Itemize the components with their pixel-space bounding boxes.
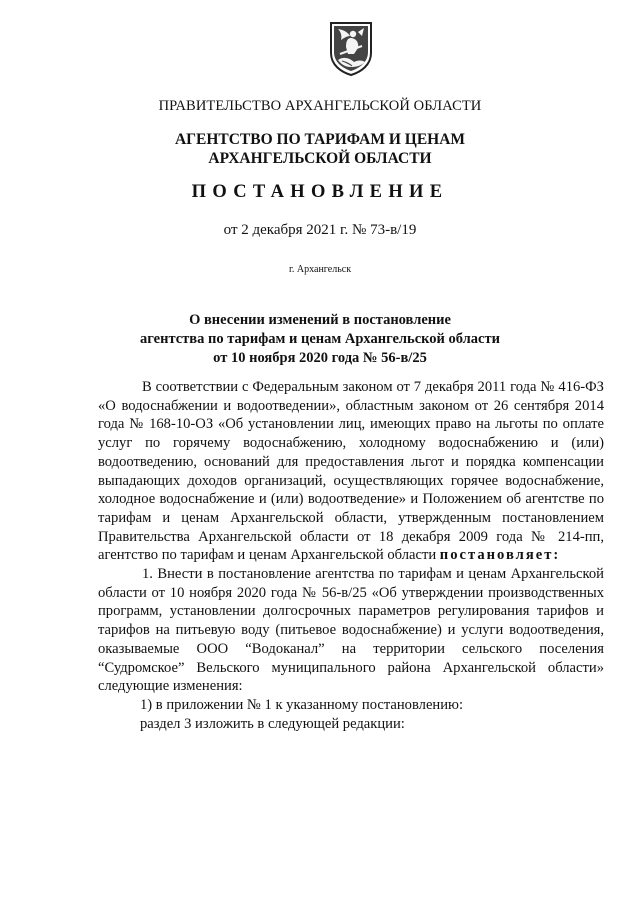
agency-title-line-1: АГЕНТСТВО ПО ТАРИФАМ И ЦЕНАМ [174, 131, 466, 148]
preamble-text: В соответствии с Федеральным законом от 7 декабря 2011 года № 416-ФЗ «О водоснабжении и водоотведении», областным законом от 26 сентября 2014 года № 168-10-ОЗ «Об установлении лиц, имеющих право на льготы по оплате услуг по горячему водоснабжению, холодному водоснабжению и (или) водоотведению, оснований для предоставления льгот и порядка компенсации выпадающих доходов организаций, осуществляющих горячее водоснабжение, холодное водоснабжение и (или) водоотведение» и Положением об агентстве по тарифам и ценам Архангельской области, утвержденным постановлением Правительства Архангельской области от 18 декабря 2009 года № 214-пп, агентство по тарифам и ценам Архангельской области [98, 379, 604, 564]
subject-line-3: от 10 ноября 2020 года № 56-в/25 [213, 350, 427, 366]
document-body [98, 378, 604, 733]
agency-title [0, 130, 640, 168]
document-type-heading: ПОСТАНОВЛЕНИЕ [191, 182, 449, 202]
coat-of-arms-emblem [328, 20, 374, 76]
resolves-keyword: постановляет: [439, 547, 561, 564]
date-and-number: от 2 декабря 2021 г. № 73-в/19 [223, 222, 417, 238]
paragraph-subitem-1: 1) в приложении № 1 к указанному постановлению: [140, 696, 464, 713]
subject-line-1: О внесении изменений в постановление [189, 312, 451, 328]
paragraph-item-1: 1. Внести в постановление агентства по тарифам и ценам Архангельской области от 10 ноября 2020 года № 56-в/25 «Об утверждении производственных программ, установлении долгосрочных параметров регулирования тарифов и тарифов на питьевую воду (питьевое водоснабжение) и услуги водоотведения, оказываемые ООО “Водоканал” на территории сельского поселения “Судромское” Вельского муниципального района Архангельской области» следующие изменения: [98, 566, 604, 695]
agency-title-line-2: АРХАНГЕЛЬСКОЙ ОБЛАСТИ [208, 150, 432, 167]
subject-line-2: агентства по тарифам и ценам Архангельской области [140, 331, 500, 347]
paragraph-preamble [98, 378, 604, 565]
paragraph-section-3: раздел 3 изложить в следующей редакции: [140, 715, 405, 732]
city-label: г. Архангельск [288, 264, 352, 275]
government-title: ПРАВИТЕЛЬСТВО АРХАНГЕЛЬСКОЙ ОБЛАСТИ [158, 98, 482, 114]
decree-subject [0, 311, 640, 368]
